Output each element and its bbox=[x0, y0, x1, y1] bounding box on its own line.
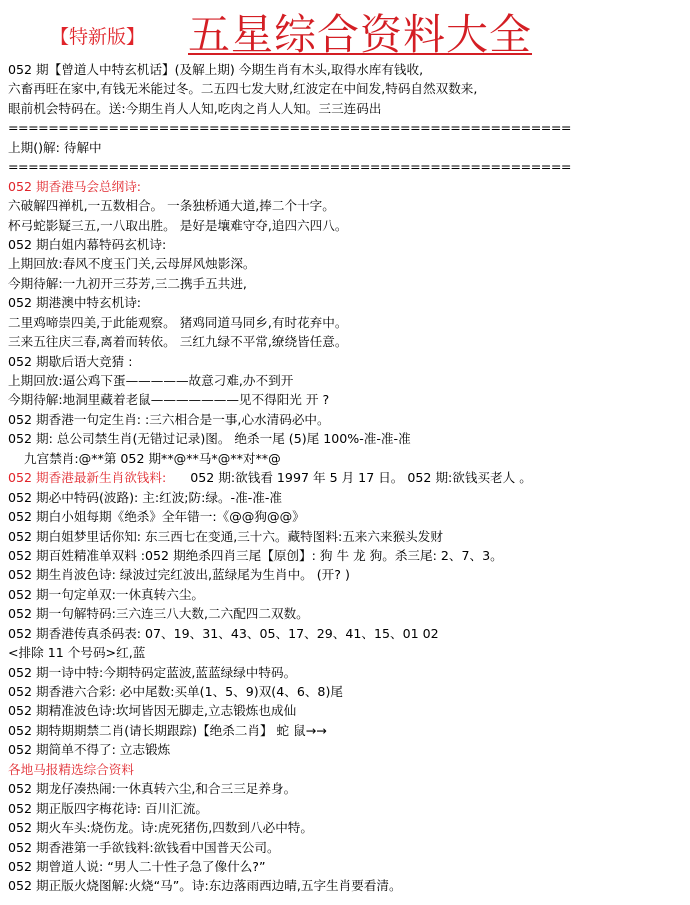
section-heading: 各地马报精选综合资料 bbox=[8, 761, 134, 777]
text-line: 052 期【曾道人中特玄机话】(及解上期) 今期生肖有木头,取得水库有钱收, bbox=[8, 62, 424, 77]
text-line: 六畜再旺在家中,有钱无米能过冬。二五四七发大财,红波定在中间发,特码自然双数来, bbox=[8, 81, 478, 97]
text-line: 052 期白小姐每期《绝杀》全年错一:《@@狗@@》 bbox=[8, 509, 305, 525]
text-line: 052 期简单不得了: 立志锻炼 bbox=[8, 742, 171, 758]
text-line: 六破解四禅机,一五数相合。 一条独桥通大道,捧二个十字。 bbox=[8, 198, 335, 214]
separator-line: ======================================================== bbox=[8, 120, 571, 136]
text-line bbox=[8, 468, 684, 487]
text-line: <排除 11 个号码>红,蓝 bbox=[8, 645, 146, 661]
text-line: 052 期香港传真杀码表: 07、19、31、43、05、17、29、41、15、01 02 bbox=[8, 625, 439, 641]
text-line: 052 期歇后语大竞猜 : bbox=[8, 353, 133, 369]
text-line: 二里鸡啼崇四美,于此能观察。 猪鸡同道马同乡,有时花弃中。 bbox=[8, 314, 348, 330]
edition-tag: 【特新版】 bbox=[50, 26, 146, 48]
text-line: 052 期龙仔凑热闹:一休真转六尘,和合三三足养身。 bbox=[8, 781, 297, 797]
text-line: 052 期生肖波色诗: 绿波过完红波出,蓝绿尾为生肖中。 (开? ) bbox=[8, 567, 350, 583]
section-heading: 052 期香港马会总纲诗: bbox=[8, 178, 142, 194]
text-line: 052 期香港第一手欲钱料:欲钱看中国普天公司。 bbox=[8, 839, 280, 855]
text-line: 052 期香港一句定生肖: :三六相合是一事,心水清码必中。 bbox=[8, 411, 330, 427]
text-line: 今期待解:地洞里藏着老鼠———————见不得阳光 开 ? bbox=[8, 392, 330, 408]
header bbox=[0, 0, 690, 58]
text-line: 052 期白姐梦里话你知: 东三西七在变通,三十六。藏特图料:五来六来猴头发财 bbox=[8, 528, 443, 544]
text-line: 上期回放:逼公鸡下蛋—————故意刁难,办不到开 bbox=[8, 373, 294, 388]
text-line: 九宫禁肖:@**第 052 期**@**马*@**对**@ bbox=[8, 450, 281, 466]
page-title: 五星综合资料大全 bbox=[188, 10, 533, 59]
text-line: 052 期一诗中特:今期特码定蓝波,蓝蓝绿绿中特码。 bbox=[8, 664, 297, 680]
text-line: 052 期一句解特码:三六连三八大数,二六配四二双数。 bbox=[8, 606, 309, 622]
line-text: 052 期:欲钱看 1997 年 5 月 17 日。 052 期:欲钱买老人 。 bbox=[166, 470, 532, 486]
text-line: 052 期白姐内幕特码玄机诗: bbox=[8, 236, 167, 252]
text-line: 052 期曾道人说: “男人二十性子急了像什么?” bbox=[8, 858, 266, 874]
text-line: 上期回放:春风不度玉门关,云母屏风烛影深。 bbox=[8, 256, 256, 272]
text-line: 052 期香港六合彩: 必中尾数:买单(1、5、9)双(4、6、8)尾 bbox=[8, 684, 343, 699]
separator-line: ======================================================== bbox=[8, 159, 571, 175]
text-line: 052 期港澳中特玄机诗: bbox=[8, 295, 142, 311]
text-line: 052 期火车头:烧伤龙。诗:虎死猪伤,四数到八必中特。 bbox=[8, 820, 313, 836]
content-body bbox=[8, 60, 684, 896]
text-line: 052 期特期期禁二肖(请长期跟踪)【绝杀二肖】 蛇 鼠→→ bbox=[8, 722, 327, 738]
text-line: 052 期精准波色诗:坎坷皆因无脚走,立志锻炼也成仙 bbox=[8, 703, 297, 719]
text-line: 眼前机会特码在。送:今期生肖人人知,吃肉之肖人人知。三三连码出 bbox=[8, 100, 382, 116]
text-line: 052 期正版火烧图解:火烧“马”。诗:东边落雨西边晴,五字生肖要看清。 bbox=[8, 878, 402, 894]
text-line: 052 期必中特码(波路): 主:红波;防:绿。-准-准-准 bbox=[8, 489, 282, 505]
text-line: 上期()解: 待解中 bbox=[8, 139, 102, 155]
text-line: 052 期正版四字梅花诗: 百川汇流。 bbox=[8, 800, 209, 816]
section-heading: 052 期香港最新生肖欲钱料: bbox=[8, 470, 167, 486]
text-line: 今期待解:一九初开三芬芳,三二携手五共进, bbox=[8, 275, 247, 291]
text-line: 三来五往庆三春,离着而转依。 三红九绿不平常,缭绕皆任意。 bbox=[8, 334, 348, 350]
text-line: 052 期: 总公司禁生肖(无错过记录)图。 绝杀一尾 (5)尾 100%-准-准-准 bbox=[8, 431, 411, 447]
text-line: 052 期百姓精准单双料 :052 期绝杀四肖三尾【原创】: 狗 牛 龙 狗。杀三尾: 2、7、3。 bbox=[8, 547, 503, 563]
text-line: 052 期一句定单双:一休真转六尘。 bbox=[8, 586, 205, 602]
text-line: 杯弓蛇影疑三五,一八取出胜。 是好是壤难守夺,追四六四八。 bbox=[8, 217, 348, 233]
